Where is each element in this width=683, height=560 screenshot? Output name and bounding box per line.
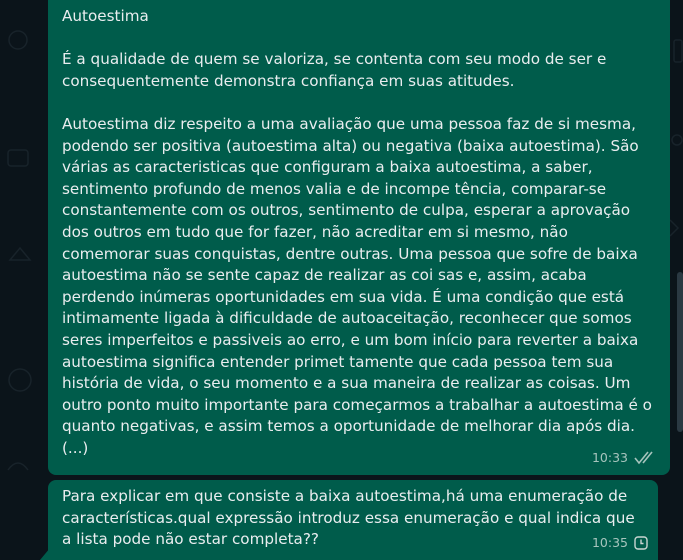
scrollbar-thumb[interactable] (677, 272, 683, 432)
message-bubble-outgoing[interactable] (48, 0, 670, 475)
message-paragraph: Para explicar em que consiste a baixa autoestima,há uma enumeração de características.qual expressão introduz essa enumeração e qual indica que a lista pode não estar completa?? (62, 487, 635, 549)
clock-pending-icon (634, 536, 648, 550)
message-time: 10:35 (591, 535, 628, 551)
message-paragraph: É a qualidade de quem se valoriza, se contenta com seu modo de ser e consequentemente demonstra confiança em suas atitudes. (62, 50, 607, 90)
message-text (62, 486, 644, 551)
message-bubble-outgoing[interactable] (48, 480, 658, 560)
message-meta (592, 532, 648, 554)
message-time: 10:33 (591, 450, 628, 466)
message-paragraph: Autoestima diz respeito a uma avaliação que uma pessoa faz de si mesma, podendo ser positiva (autoestima alta) ou negativa (baixa autoestima). São várias as caracteristicas que configuram a baixa autoestima, a saber, sentimento profundo de menos valia e de incompe tência, comparar-se constantemente com os outros, sentimento de culpa, esperar a aprovação dos outros em tudo que for fazer, não acreditar em si mesmo, não comemorar suas conquistas, dentre outras. Uma pessoa que sofre de baixa autoestima não se sente capaz de realizar as coi sas e, assim, acaba perdendo inúmeras oportunidades em sua vida. É uma condição que está intimamente ligada à dificuldade de autoaceitação, reconhecer que somos seres imperfeitos e passiveis ao erro, e um bom início para reverter a baixa autoestima significa entender primet tamente que cada pessoa tem sua história de vida, o seu momento e a sua maneira de realizar as coisas. Um outro ponto muito importante para começarmos a trabalhar a autoestima é o quanto negativas, e assim temos a oportunidade de melhorar dia após dia. (...) (62, 114, 652, 457)
double-check-icon (634, 451, 660, 465)
bubble-tail (40, 548, 50, 560)
message-title: Autoestima (62, 7, 149, 25)
message-meta (592, 447, 660, 469)
message-text (62, 6, 656, 459)
